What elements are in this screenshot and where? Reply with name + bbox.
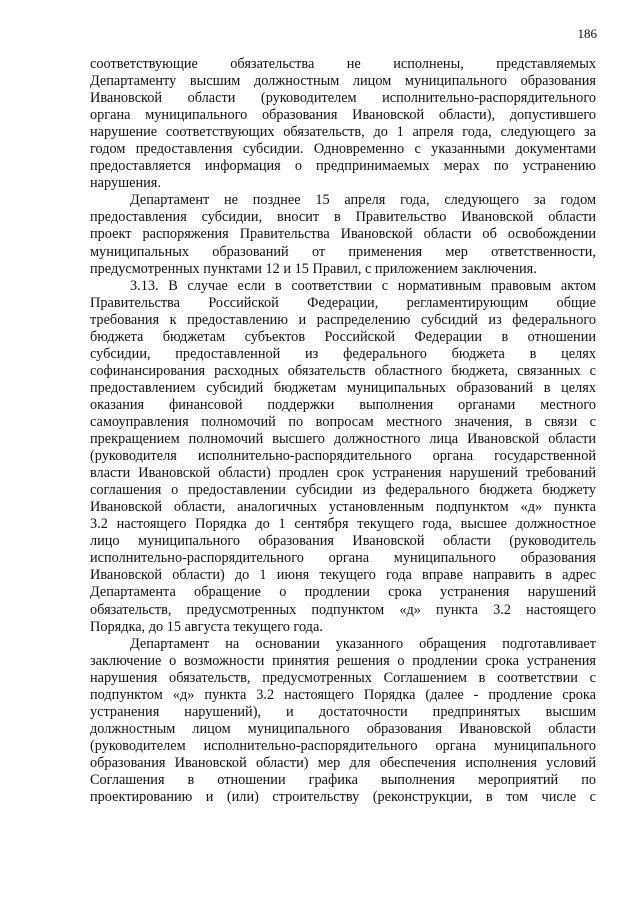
text-line: 3.13. В случае если в соответствии с нормативным правовым актом bbox=[130, 277, 596, 294]
text-line: устранения нарушений), и достаточности предпринятых высшим bbox=[90, 703, 596, 720]
text-line: проект распоряжения Правительства Ивановской области об освобождении bbox=[90, 226, 596, 243]
text-line: Департамента обращение о продлении срока устранения нарушений bbox=[90, 584, 596, 601]
text-line: нарушения. bbox=[90, 175, 161, 192]
text-line: оказания финансовой поддержки выполнения органами местного bbox=[90, 396, 596, 413]
text-line: обязательств, предусмотренных подпунктом «д» пункта 3.2 настоящего bbox=[90, 601, 596, 618]
text-line: предоставляется информация о предпринимаемых мерах по устранению bbox=[90, 158, 596, 175]
text-line: предоставления субсидии, вносит в Правительство Ивановской области bbox=[90, 209, 596, 226]
text-line: Ивановской области) до 1 июня текущего года вправе направить в адрес bbox=[90, 567, 596, 584]
text-line: (руководителем исполнительно-распорядительного органа муниципального bbox=[90, 737, 596, 754]
paragraph bbox=[90, 56, 596, 192]
text-line: нарушение соответствующих обязательств, до 1 апреля года, следующего за bbox=[90, 124, 596, 141]
text-line: Порядка, до 15 августа текущего года. bbox=[90, 618, 323, 635]
text-line: самоуправления полномочий по вопросам местного значения, в связи с bbox=[90, 413, 596, 430]
text-line: субсидии, предоставленной из федерального бюджета в целях bbox=[90, 345, 596, 362]
text-line: заключение о возможности принятия решения о продлении срока устранения bbox=[90, 652, 596, 669]
text-line: лицо муниципального образования Ивановской области (руководитель bbox=[90, 533, 596, 550]
text-line: подпунктом «д» пункта 3.2 настоящего Порядка (далее - продление срока bbox=[90, 686, 596, 703]
text-line: 3.2 настоящего Порядка до 1 сентября текущего года, высшее должностное bbox=[90, 516, 596, 533]
paragraph bbox=[90, 192, 596, 277]
text-line: Департамент на основании указанного обращения подготавливает bbox=[130, 635, 596, 652]
text-line: проектированию и (или) строительству (реконструкции, в том числе с bbox=[90, 789, 596, 806]
text-line: (руководителя исполнительно-распорядительного органа государственной bbox=[90, 448, 596, 465]
text-line: муниципальных образований от применения мер ответственности, bbox=[90, 243, 596, 260]
text-line: софинансирования расходных обязательств областного бюджета, связанных с bbox=[90, 362, 596, 379]
paragraph bbox=[90, 278, 596, 636]
text-line: Ивановской области (руководителем исполнительно-распорядительного bbox=[90, 90, 596, 107]
text-line: нарушения обязательств, предусмотренных Соглашением в соответствии с bbox=[90, 669, 596, 686]
text-line: Соглашения в отношении графика выполнения мероприятий по bbox=[90, 771, 596, 788]
paragraph bbox=[90, 636, 596, 806]
text-line: исполнительно-распорядительного органа муниципального образования bbox=[90, 550, 596, 567]
text-line: органа муниципального образования Ивановской области), допустившего bbox=[90, 107, 596, 124]
body-text bbox=[90, 56, 596, 806]
text-line: власти Ивановской области) продлен срок устранения нарушений требований bbox=[90, 465, 596, 482]
text-line: соответствующие обязательства не исполнены, представляемых bbox=[90, 56, 596, 72]
text-line: должностным лицом муниципального образования Ивановской области bbox=[90, 720, 596, 737]
text-line: годом предоставления субсидии. Одновременно с указанными документами bbox=[90, 141, 596, 158]
page-number: 186 bbox=[577, 26, 597, 41]
text-line: образования Ивановской области) мер для обеспечения исполнения условий bbox=[90, 754, 596, 771]
text-line: предусмотренных пунктами 12 и 15 Правил, с приложением заключения. bbox=[90, 260, 537, 277]
text-line: Департамент не позднее 15 апреля года, следующего за годом bbox=[130, 192, 596, 209]
text-line: соглашения о предоставлении субсидии из федерального бюджета бюджету bbox=[90, 482, 596, 499]
text-line: предоставлением субсидий бюджетам муниципальных образований в целях bbox=[90, 379, 596, 396]
text-line: требования к предоставлению и распределению субсидий из федерального bbox=[90, 311, 596, 328]
text-line: прекращением полномочий высшего должностного лица Ивановской области bbox=[90, 431, 596, 448]
text-line: Ивановской области, аналогичных установленным подпунктом «д» пункта bbox=[90, 499, 596, 516]
text-line: Департаменту высшим должностным лицом муниципального образования bbox=[90, 73, 596, 90]
text-line: бюджета бюджетам субъектов Российской Федерации в отношении bbox=[90, 328, 596, 345]
text-line: Правительства Российской Федерации, регламентирующим общие bbox=[90, 294, 596, 311]
